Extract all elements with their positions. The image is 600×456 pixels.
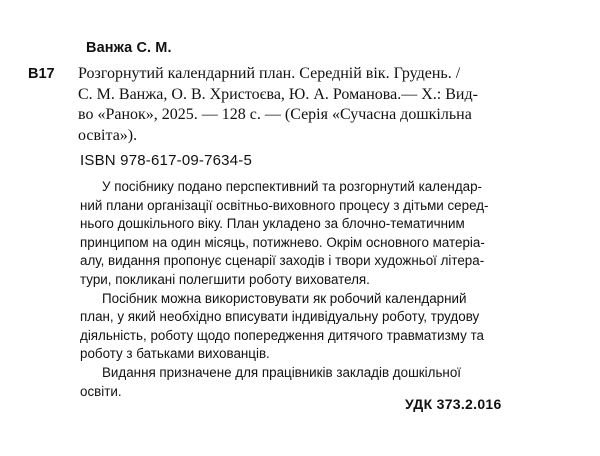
isbn: ISBN 978-617-09-7634-5 [80,152,253,169]
annotation-line: У посібнику подано перспективний та розгорнутий календар- [102,179,482,194]
biblio-line: С. М. Ванжа, О. В. Христоєва, Ю. А. Романова.— Х.: Вид- [78,85,478,103]
author-name: Ванжа С. М. [86,40,172,56]
annotation-line: тури, покликані полегшити роботу вихователя. [80,271,370,287]
annotation-line: ний плани організації освітньо-виховного процесу з дітьми серед- [80,197,489,213]
bibliographic-description [78,64,578,146]
annotation-line: план, у який необхідно вписувати індивідуальну роботу, трудову [80,309,480,325]
biblio-line: освіта»). [78,126,138,144]
annotation-line: Посібник можна використовувати як робочий календарний [102,290,467,306]
annotation-line: алу, видання пропонує сценарії заходів і твори художньої літера- [80,253,485,269]
library-code: В17 [28,66,55,82]
biblio-line: во «Ранок», 2025. — 128 с. — (Серія «Сучасна дошкільна [78,106,472,123]
annotation-line: роботу з батьками вихованців. [80,346,270,362]
biblio-line: Розгорнутий календарний план. Середній вік. Грудень. / [78,65,461,82]
annotation-line: освіти. [80,383,122,399]
udk-code: УДК 373.2.016 [405,396,502,412]
annotation-line: нього дошкільного віку. План укладено за блочно-тематичним [80,216,465,232]
annotation [80,178,550,401]
annotation-line: Видання призначене для працівників закладів дошкільної [102,364,461,380]
annotation-line: принципом на один місяць, потижнево. Окрім основного матеріа- [80,234,485,250]
annotation-line: діяльність, роботу щодо попередження дитячого травматизму та [80,327,484,343]
